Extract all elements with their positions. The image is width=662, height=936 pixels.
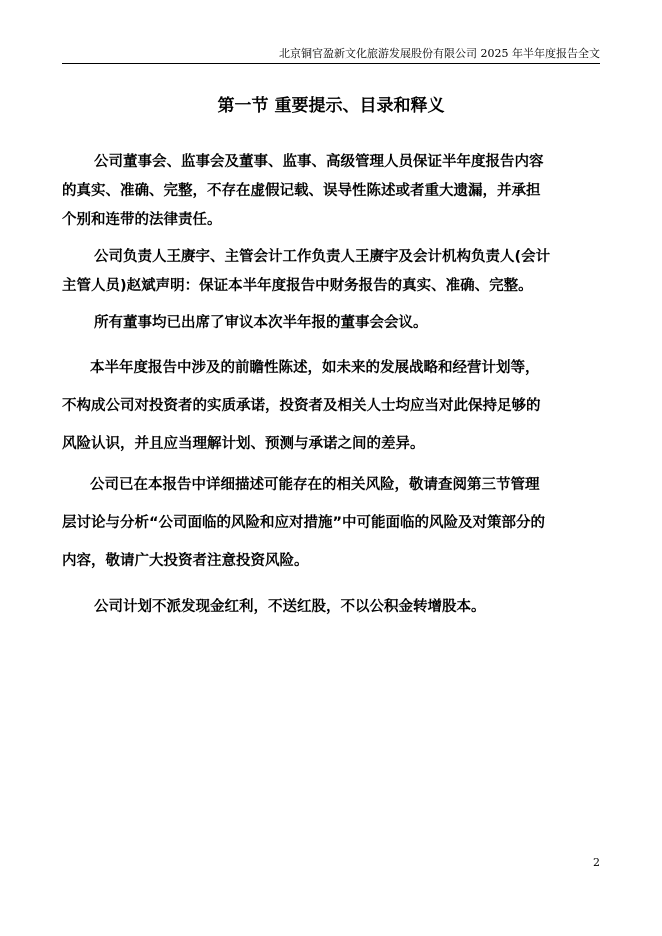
paragraph-line: 本半年度报告中涉及的前瞻性陈述，如未来的发展战略和经营计划等， (90, 360, 540, 376)
paragraph-board-attendance (62, 309, 600, 338)
header-divider (62, 63, 600, 64)
running-header: 北京铜官盈新文化旅游发展股份有限公司 2025 年半年度报告全文 (279, 47, 600, 60)
paragraph-line: 不构成公司对投资者的实质承诺，投资者及相关人士均应当对此保持足够的 (62, 398, 541, 414)
paragraph-line: 内容，敬请广大投资者注意投资风险。 (62, 553, 309, 569)
paragraph-responsibility-statement (62, 148, 600, 235)
paragraph-forward-looking (62, 349, 600, 463)
paragraph-line: 风险认识，并且应当理解计划、预测与承诺之间的差异。 (62, 436, 425, 452)
paragraph-line: 主管人员)赵斌声明：保证本半年度报告中财务报告的真实、准确、完整。 (62, 278, 533, 294)
paragraph-line: 的真实、准确、完整，不存在虚假记载、误导性陈述或者重大遗漏，并承担 (62, 183, 541, 199)
paragraph-line: 公司负责人王赓宇、主管会计工作负责人王赓宇及会计机构负责人(会计 (94, 249, 551, 265)
paragraph-line: 公司已在本报告中详细描述可能存在的相关风险，敬请查阅第三节管理 (90, 477, 540, 493)
section-title: 第一节 重要提示、目录和释义 (217, 96, 445, 116)
paragraph-line: 层讨论与分析“公司面临的风险和应对措施”中可能面临的风险及对策部分的 (62, 515, 546, 531)
paragraph-line: 公司计划不派发现金红利，不送红股，不以公积金转增股本。 (94, 599, 486, 615)
paragraph-line: 个别和连带的法律责任。 (62, 212, 222, 228)
page-number: 2 (593, 856, 600, 869)
paragraph-risk-notice (62, 466, 600, 580)
paragraph-dividend-plan (62, 593, 600, 622)
paragraph-line: 公司董事会、监事会及董事、监事、高级管理人员保证半年度报告内容 (94, 154, 544, 170)
paragraph-line: 所有董事均已出席了审议本次半年报的董事会会议。 (94, 315, 428, 331)
paragraph-officer-declaration (62, 243, 600, 301)
